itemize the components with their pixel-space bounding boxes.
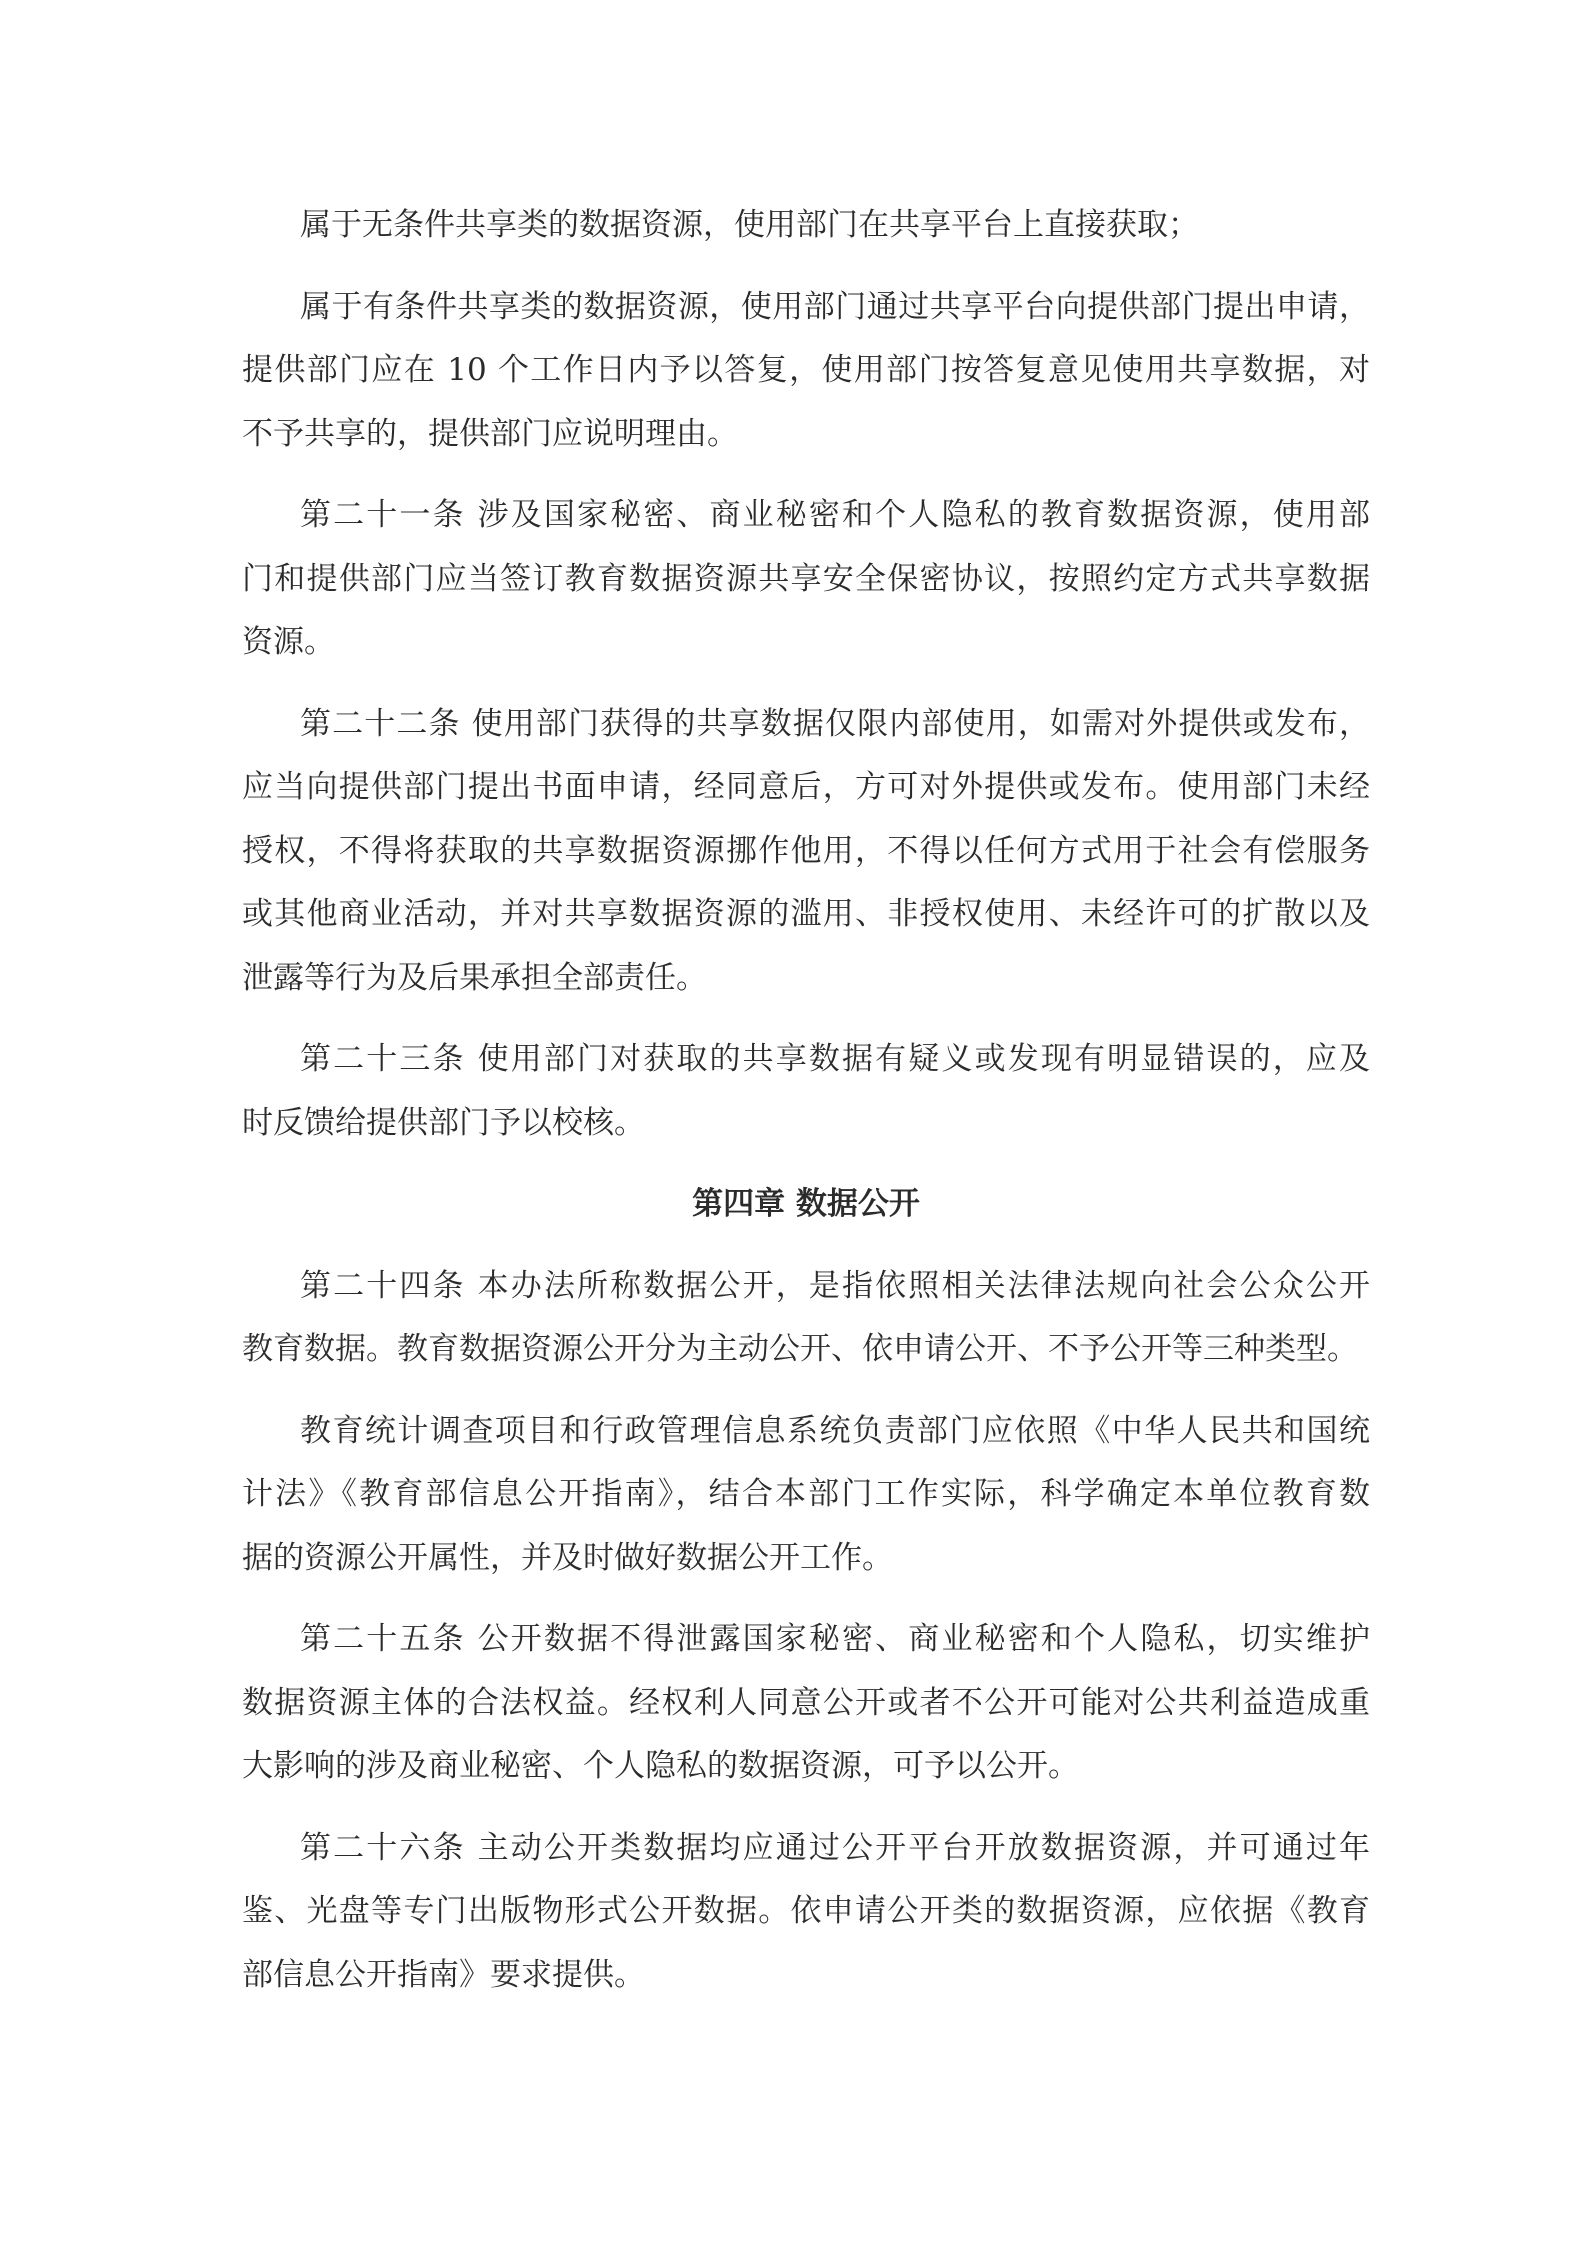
paragraph: [242, 1608, 1370, 1799]
paragraph: [242, 484, 1370, 675]
text-line: 计法》《教育部信息公开指南》，结合本部门工作实际，科学确定本单位教育数: [242, 1476, 1370, 1512]
paragraph: [242, 1028, 1370, 1155]
text-line: 泄露等行为及后果承担全部责任。: [242, 959, 707, 996]
text-line: 第二十四条 本办法所称数据公开，是指依照相关法律法规向社会公众公开: [300, 1267, 1370, 1304]
text-line: 部信息公开指南》要求提供。: [242, 1956, 645, 1993]
text-line: 数据资源主体的合法权益。经权利人同意公开或者不公开可能对公共利益造成重: [242, 1684, 1370, 1721]
text-line: 教育统计调查项目和行政管理信息系统负责部门应依照《中华人民共和国统: [300, 1412, 1370, 1449]
paragraph: [242, 1255, 1370, 1382]
text-line: 门和提供部门应当签订教育数据资源共享安全保密协议，按照约定方式共享数据: [242, 560, 1370, 597]
text-line: 提供部门应在 10 个工作日内予以答复，使用部门按答复意见使用共享数据，对: [242, 352, 1370, 388]
paragraph: [242, 194, 1370, 258]
paragraph: [242, 1400, 1370, 1591]
text-line: 第二十二条 使用部门获得的共享数据仅限内部使用，如需对外提供或发布，: [300, 705, 1370, 742]
text-line: 第二十五条 公开数据不得泄露国家秘密、商业秘密和个人隐私，切实维护: [300, 1621, 1370, 1657]
text-line: 属于有条件共享类的数据资源，使用部门通过共享平台向提供部门提出申请，: [300, 288, 1370, 325]
text-line: 应当向提供部门提出书面申请，经同意后，方可对外提供或发布。使用部门未经: [242, 769, 1370, 805]
text-line: 大影响的涉及商业秘密、个人隐私的数据资源，可予以公开。: [242, 1748, 1079, 1784]
text-line: 第二十一条 涉及国家秘密、商业秘密和个人隐私的教育数据资源，使用部: [300, 497, 1370, 533]
text-line: 属于无条件共享类的数据资源，使用部门在共享平台上直接获取；: [300, 207, 1199, 243]
paragraph: [242, 276, 1370, 467]
text-line: 时反馈给提供部门予以校核。: [242, 1104, 645, 1141]
text-line: 教育数据。教育数据资源公开分为主动公开、依申请公开、不予公开等三种类型。: [242, 1331, 1358, 1367]
text-line: 据的资源公开属性，并及时做好数据公开工作。: [242, 1539, 893, 1576]
text-line: 资源。: [242, 624, 335, 660]
text-line: 鉴、光盘等专门出版物形式公开数据。依申请公开类的数据资源，应依据《教育: [242, 1893, 1370, 1929]
text-line: 授权，不得将获取的共享数据资源挪作他用，不得以任何方式用于社会有偿服务: [242, 832, 1370, 869]
paragraph: [242, 693, 1370, 1011]
text-line: 或其他商业活动，并对共享数据资源的滥用、非授权使用、未经许可的扩散以及: [242, 896, 1370, 932]
chapter-heading: 第四章 数据公开: [692, 1186, 920, 1222]
document-body: [242, 194, 1370, 2007]
text-line: 第二十六条 主动公开类数据均应通过公开平台开放数据资源，并可通过年: [300, 1829, 1370, 1866]
text-line: 第二十三条 使用部门对获取的共享数据有疑义或发现有明显错误的，应及: [300, 1041, 1370, 1077]
paragraph: [242, 1817, 1370, 2008]
text-line: 不予共享的，提供部门应说明理由。: [242, 415, 738, 452]
